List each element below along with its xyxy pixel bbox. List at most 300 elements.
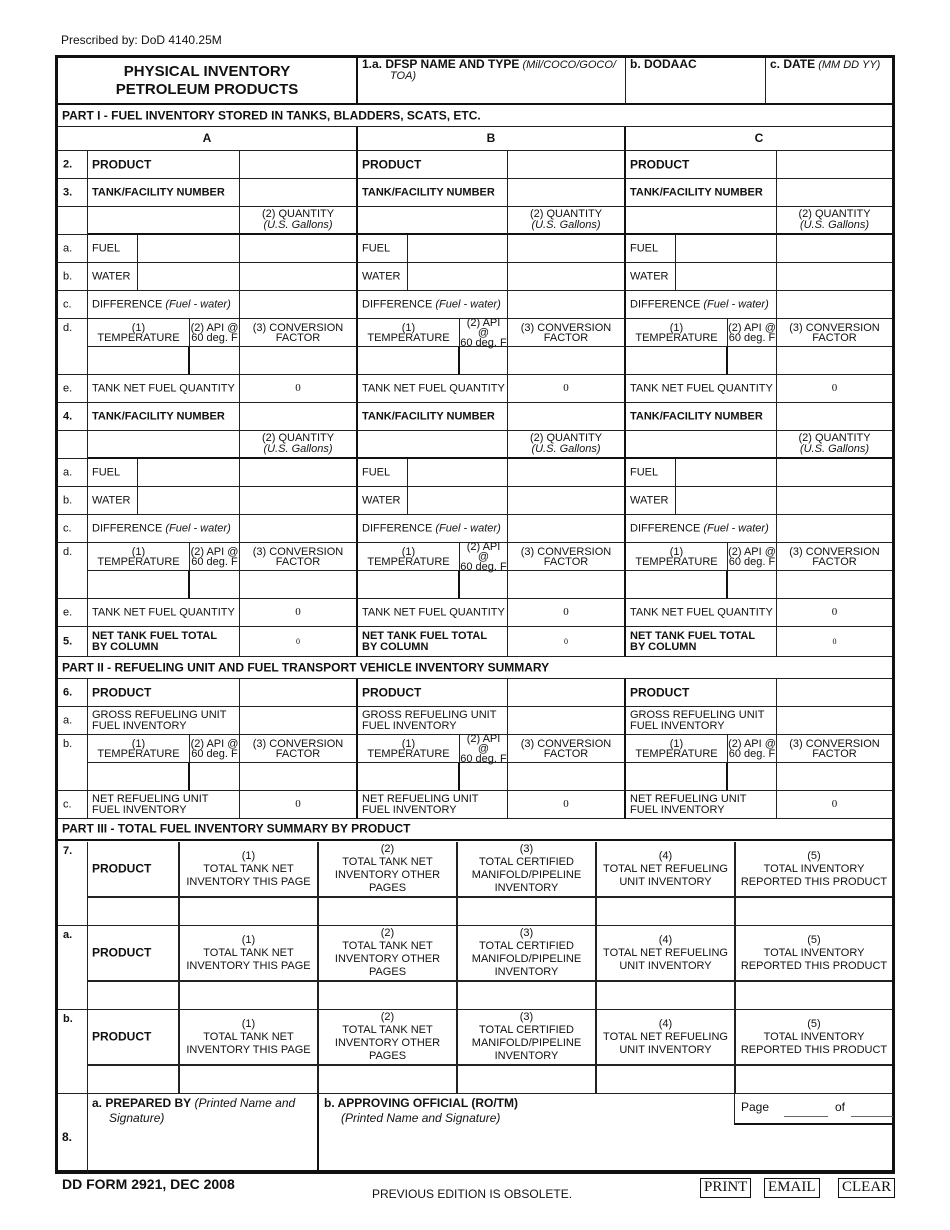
gross-refueling-label <box>88 707 240 735</box>
row-number-label: 6. <box>63 686 73 698</box>
quantity-header <box>777 431 892 459</box>
fuel-gauge-input[interactable] <box>408 235 508 263</box>
tank-facility-number-input[interactable] <box>240 403 358 431</box>
tank-facility-number-input[interactable] <box>777 179 892 207</box>
difference-label <box>88 291 240 319</box>
temperature-num: (1) <box>401 737 416 750</box>
difference-value[interactable] <box>508 291 626 319</box>
water-gauge-input[interactable] <box>408 263 508 291</box>
email-button[interactable]: EMAIL <box>764 1178 820 1198</box>
tank-net-fuel-quantity-label <box>626 375 777 403</box>
difference-label <box>88 515 240 543</box>
h5-num: (5) <box>807 849 821 862</box>
api-header <box>190 543 240 571</box>
tank-facility-number-label: TANK/FACILITY NUMBER <box>630 410 763 422</box>
gross-line2: FUEL INVENTORY <box>92 719 187 732</box>
h5-line1: TOTAL INVENTORY <box>763 1030 865 1043</box>
api-temp-label: 60 deg. F <box>191 555 238 568</box>
total-certified-manifold-input[interactable] <box>458 898 597 926</box>
water-quantity-input[interactable] <box>777 263 892 291</box>
tank-facility-number-input[interactable] <box>508 179 626 207</box>
h2-line1: TOTAL TANK NET <box>342 856 433 868</box>
factor-label: FACTOR <box>543 331 589 344</box>
gross-line1: GROSS REFUELING UNIT <box>630 708 765 721</box>
difference-label <box>626 515 777 543</box>
refueling-product-input[interactable] <box>240 679 358 707</box>
tank-facility-number-input[interactable] <box>777 403 892 431</box>
fuel-quantity-input[interactable] <box>240 235 358 263</box>
h4-line2: UNIT INVENTORY <box>619 875 712 888</box>
product-label <box>358 151 508 179</box>
row-number-label: 5. <box>63 635 73 647</box>
conversion-label: (3) CONVERSION <box>520 737 612 750</box>
total-tank-net-this-page-input[interactable] <box>180 898 319 926</box>
fuel-gauge-input[interactable] <box>138 459 240 487</box>
temperature-num: (1) <box>401 321 416 334</box>
h2-num: (2) <box>380 843 395 855</box>
total-pages-input[interactable] <box>851 1116 893 1117</box>
conversion-factor-input[interactable] <box>508 347 626 375</box>
total-inventory-reported-header <box>736 926 892 982</box>
difference-label <box>358 291 508 319</box>
h2-line3: PAGES <box>368 1050 407 1062</box>
water-label-text: WATER <box>362 270 401 282</box>
api-temp-label: 60 deg. F <box>191 331 238 344</box>
total-tank-net-other-pages-input[interactable] <box>319 982 458 1010</box>
fuel-label-text: FUEL <box>630 242 659 254</box>
conversion-factor-input[interactable] <box>777 571 892 599</box>
net-refueling-value <box>777 791 892 819</box>
net-tank-total-value <box>508 627 626 657</box>
gross-refueling-label <box>626 707 777 735</box>
tank-facility-label <box>88 179 240 207</box>
api-temp-label: 60 deg. F <box>460 752 507 765</box>
refueling-product-label <box>626 679 777 707</box>
tank-net-fuel-label: TANK NET FUEL QUANTITY <box>92 606 235 618</box>
total-certified-manifold-input[interactable] <box>458 982 597 1010</box>
conversion-factor-input[interactable] <box>508 571 626 599</box>
tank-net-fuel-quantity-value <box>777 375 892 403</box>
h4-num: (4) <box>658 933 673 946</box>
total-inventory-reported-input[interactable] <box>736 898 892 926</box>
total-tank-net-other-pages-input[interactable] <box>319 898 458 926</box>
fuel-quantity-input[interactable] <box>508 235 626 263</box>
gross-refueling-input[interactable] <box>777 707 892 735</box>
net-refueling-label <box>88 791 240 819</box>
gross-refueling-input[interactable] <box>508 707 626 735</box>
tank-facility-number-input[interactable] <box>240 179 358 207</box>
h1-line1: TOTAL TANK NET <box>203 1030 294 1043</box>
fuel-label-text: FUEL <box>630 466 659 478</box>
net-total-line2: BY COLUMN <box>630 640 697 653</box>
row-number <box>58 235 88 263</box>
water-gauge-input[interactable] <box>138 487 240 515</box>
tank-net-fuel-quantity-value <box>508 375 626 403</box>
water-quantity-input[interactable] <box>240 263 358 291</box>
water-gauge-input[interactable] <box>408 487 508 515</box>
prepared-by-hint: (Printed Name and <box>194 1096 296 1110</box>
part3-title <box>58 819 892 841</box>
blank-header <box>358 431 508 459</box>
difference-hint: (Fuel - water) <box>435 522 501 534</box>
print-button[interactable]: PRINT <box>700 1178 751 1198</box>
api-label: (2) API @ <box>466 540 501 563</box>
difference-label <box>626 291 777 319</box>
quantity-label: (2) QUANTITY <box>529 208 603 220</box>
h2-num: (2) <box>380 927 395 939</box>
temperature-input[interactable] <box>626 571 728 599</box>
api-label: (2) API @ <box>190 321 239 334</box>
product-input[interactable] <box>777 151 892 179</box>
row-number-label: c. <box>63 798 72 810</box>
fuel-quantity-input[interactable] <box>240 459 358 487</box>
water-label-text: WATER <box>630 270 669 282</box>
api-temp-label: 60 deg. F <box>728 331 776 344</box>
water-quantity-input[interactable] <box>240 487 358 515</box>
difference-text: DIFFERENCE <box>630 298 701 310</box>
tank-facility-number-label: TANK/FACILITY NUMBER <box>362 410 495 422</box>
water-label <box>626 263 676 291</box>
quantity-label: (2) QUANTITY <box>261 208 335 220</box>
api-input[interactable] <box>190 763 240 791</box>
conversion-label: (3) CONVERSION <box>789 321 880 334</box>
row-number-label: c. <box>63 298 72 310</box>
api-input[interactable] <box>190 347 240 375</box>
tank-net-fuel-quantity-label <box>88 599 240 627</box>
temperature-num: (1) <box>131 545 146 558</box>
fuel-gauge-input[interactable] <box>676 235 777 263</box>
difference-hint: (Fuel - water) <box>435 298 501 310</box>
h4-line1: TOTAL NET REFUELING <box>603 1030 728 1043</box>
conversion-factor-header <box>777 735 892 763</box>
h3-line2: MANIFOLD/PIPELINE <box>471 869 582 881</box>
difference-text: DIFFERENCE <box>92 522 163 534</box>
temperature-input[interactable] <box>358 347 460 375</box>
water-label <box>88 487 138 515</box>
api-header <box>728 319 777 347</box>
total-inventory-reported-input[interactable] <box>736 982 892 1010</box>
net-quantity-value: 0 <box>563 606 569 618</box>
refueling-product-input[interactable] <box>508 679 626 707</box>
total-tank-net-other-pages-input[interactable] <box>319 1066 458 1094</box>
product-label <box>88 151 240 179</box>
product-header <box>88 1010 180 1066</box>
water-label <box>626 487 676 515</box>
total-tank-net-other-pages-header <box>319 1010 458 1066</box>
date-field[interactable]: c. DATE (MM DD YY) <box>766 58 892 105</box>
row-number-label: b. <box>63 738 73 750</box>
difference-text: DIFFERENCE <box>630 522 701 534</box>
tank-facility-number-label: TANK/FACILITY NUMBER <box>92 186 225 198</box>
temperature-label: TEMPERATURE <box>635 747 718 760</box>
product-input[interactable] <box>240 151 358 179</box>
net-total-line1: NET TANK FUEL TOTAL <box>92 629 218 642</box>
tank-net-fuel-quantity-label <box>88 375 240 403</box>
h4-line2: UNIT INVENTORY <box>619 959 712 972</box>
temperature-input[interactable] <box>88 763 190 791</box>
gallons-label: (U.S. Gallons) <box>799 219 870 231</box>
h2-line3: PAGES <box>368 966 407 978</box>
gross-line1: GROSS REFUELING UNIT <box>92 708 227 721</box>
api-input[interactable] <box>728 763 777 791</box>
row-number <box>58 543 88 599</box>
temperature-label: TEMPERATURE <box>97 555 180 568</box>
h1-num: (1) <box>241 849 256 862</box>
net-quantity-value: 0 <box>295 606 301 618</box>
h5-num: (5) <box>807 933 821 946</box>
quantity-header <box>508 431 626 459</box>
water-gauge-input[interactable] <box>676 487 777 515</box>
water-label-text: WATER <box>630 494 669 506</box>
h4-num: (4) <box>658 849 673 862</box>
temperature-input[interactable] <box>88 347 190 375</box>
temperature-input[interactable] <box>626 763 728 791</box>
summary-product-label: PRODUCT <box>92 861 152 876</box>
tank-facility-label <box>626 403 777 431</box>
net-refueling-line1: NET REFUELING UNIT <box>362 792 479 805</box>
factor-label: FACTOR <box>812 747 857 760</box>
h5-line2: REPORTED THIS PRODUCT <box>740 1043 888 1056</box>
conversion-label: (3) CONVERSION <box>252 321 344 334</box>
difference-value[interactable] <box>777 515 892 543</box>
fuel-quantity-input[interactable] <box>508 459 626 487</box>
quantity-header <box>777 207 892 235</box>
water-label <box>88 263 138 291</box>
row-number-label: a. <box>63 242 73 254</box>
approving-label: b. APPROVING OFFICIAL (RO/TM) <box>324 1096 518 1110</box>
net-refueling-number: 0 <box>831 798 838 810</box>
fuel-label <box>358 235 408 263</box>
quantity-header <box>508 207 626 235</box>
net-total-line1: NET TANK FUEL TOTAL <box>630 629 756 642</box>
row-number <box>58 459 88 487</box>
h4-line1: TOTAL NET REFUELING <box>603 862 728 875</box>
h4-num: (4) <box>658 1017 673 1030</box>
factor-label: FACTOR <box>275 331 321 344</box>
total-certified-manifold-input[interactable] <box>458 1066 597 1094</box>
dodaac-field[interactable]: b. DODAAC <box>626 58 766 105</box>
api-label: (2) API @ <box>728 737 776 750</box>
temperature-input[interactable] <box>358 571 460 599</box>
h3-line2: MANIFOLD/PIPELINE <box>471 1037 582 1049</box>
difference-hint: (Fuel - water) <box>165 298 231 310</box>
dfsp-name-field[interactable]: 1.a. DFSP NAME AND TYPE (Mil/COCO/GOCO/ TOA) <box>358 58 626 105</box>
water-quantity-input[interactable] <box>777 487 892 515</box>
form-title <box>58 58 358 105</box>
water-quantity-input[interactable] <box>508 263 626 291</box>
tank-net-fuel-label: TANK NET FUEL QUANTITY <box>362 606 505 618</box>
row-number <box>58 375 88 403</box>
column-a-header: A <box>58 127 358 151</box>
api-temp-label: 60 deg. F <box>460 560 507 573</box>
tank-net-fuel-quantity-label <box>626 599 777 627</box>
tank-net-fuel-label: TANK NET FUEL QUANTITY <box>362 382 505 394</box>
h2-line2: INVENTORY OTHER <box>334 1037 441 1049</box>
temperature-label: TEMPERATURE <box>367 747 450 760</box>
water-label <box>358 487 408 515</box>
fuel-label <box>626 235 676 263</box>
row-number <box>58 707 88 735</box>
difference-value[interactable] <box>240 291 358 319</box>
row-number <box>58 599 88 627</box>
conversion-factor-header <box>240 319 358 347</box>
row-number-label: 3. <box>63 186 73 198</box>
net-quantity-value: 0 <box>831 606 838 618</box>
difference-label <box>358 515 508 543</box>
temperature-num: (1) <box>669 321 684 334</box>
total-inventory-reported-input[interactable] <box>736 1066 892 1094</box>
total-certified-manifold-header <box>458 842 597 898</box>
temperature-header <box>626 543 728 571</box>
title-line-1: PHYSICAL INVENTORY <box>123 63 291 80</box>
part2-title <box>58 657 892 679</box>
temperature-label: TEMPERATURE <box>367 331 450 344</box>
product-input[interactable] <box>88 898 180 926</box>
total-net-refueling-header <box>597 842 736 898</box>
row-number-label: c. <box>63 522 72 534</box>
conversion-factor-input[interactable] <box>240 571 358 599</box>
h1-line1: TOTAL TANK NET <box>203 946 294 959</box>
h3-num: (3) <box>519 1011 534 1023</box>
product-header <box>88 926 180 982</box>
product-input[interactable] <box>508 151 626 179</box>
total-inventory-reported-header <box>736 1010 892 1066</box>
fuel-quantity-input[interactable] <box>777 235 892 263</box>
row-number <box>58 627 88 657</box>
conversion-factor-input[interactable] <box>777 347 892 375</box>
row-number <box>58 791 88 819</box>
net-total-line2: BY COLUMN <box>362 640 429 653</box>
product-label-text: PRODUCT <box>92 157 152 171</box>
conversion-label: (3) CONVERSION <box>789 545 880 558</box>
conversion-factor-input[interactable] <box>508 763 626 791</box>
clear-button[interactable]: CLEAR <box>838 1178 895 1198</box>
difference-value[interactable] <box>240 515 358 543</box>
api-header <box>728 543 777 571</box>
conversion-factor-input[interactable] <box>240 347 358 375</box>
product-input[interactable] <box>88 982 180 1010</box>
fuel-label-text: FUEL <box>92 242 121 254</box>
product-header <box>88 842 180 898</box>
row-number <box>58 403 88 431</box>
prescribed-by: Prescribed by: DoD 4140.25M <box>61 33 222 47</box>
temperature-num: (1) <box>669 737 684 750</box>
fuel-quantity-input[interactable] <box>777 459 892 487</box>
water-quantity-input[interactable] <box>508 487 626 515</box>
difference-value[interactable] <box>777 291 892 319</box>
api-label: (2) API @ <box>190 737 239 750</box>
h4-line2: UNIT INVENTORY <box>619 1043 712 1056</box>
factor-label: FACTOR <box>543 555 589 568</box>
api-input[interactable] <box>460 763 508 791</box>
api-input[interactable] <box>460 571 508 599</box>
fuel-label-text: FUEL <box>362 242 391 254</box>
net-tank-total-label <box>88 627 240 657</box>
total-certified-manifold-header <box>458 926 597 982</box>
gross-line1: GROSS REFUELING UNIT <box>362 708 497 721</box>
total-net-refueling-input[interactable] <box>597 898 736 926</box>
net-tank-total-label <box>358 627 508 657</box>
temperature-input[interactable] <box>358 763 460 791</box>
difference-hint: (Fuel - water) <box>703 298 769 310</box>
row-number-label: a. <box>63 929 73 941</box>
h1-line1: TOTAL TANK NET <box>203 862 294 875</box>
fuel-gauge-input[interactable] <box>408 459 508 487</box>
product-input[interactable] <box>88 1066 180 1094</box>
water-gauge-input[interactable] <box>138 263 240 291</box>
temperature-num: (1) <box>401 545 416 558</box>
api-header <box>460 316 508 349</box>
temperature-header <box>626 735 728 763</box>
conversion-factor-header <box>240 543 358 571</box>
h2-num: (2) <box>380 1011 395 1023</box>
tank-facility-label <box>626 179 777 207</box>
fuel-label <box>88 235 138 263</box>
blank-header <box>358 207 508 235</box>
gross-line2: FUEL INVENTORY <box>630 719 725 732</box>
total-tank-net-this-page-input[interactable] <box>180 982 319 1010</box>
net-refueling-number: 0 <box>563 798 569 810</box>
tank-facility-number-input[interactable] <box>508 403 626 431</box>
row-number-label: b. <box>63 494 73 506</box>
temperature-input[interactable] <box>626 347 728 375</box>
tank-net-fuel-quantity-value <box>777 599 892 627</box>
refueling-product-label <box>88 679 240 707</box>
temperature-header <box>358 543 460 571</box>
total-certified-manifold-header <box>458 1010 597 1066</box>
difference-text: DIFFERENCE <box>362 298 433 310</box>
conversion-factor-input[interactable] <box>777 763 892 791</box>
prepared-by-field[interactable] <box>88 1094 319 1173</box>
part3-title-text: PART III - TOTAL FUEL INVENTORY SUMMARY BY PRODUCT <box>62 821 411 836</box>
api-input[interactable] <box>728 347 777 375</box>
api-label: (2) API @ <box>728 545 776 558</box>
of-label: of <box>835 1100 846 1114</box>
fuel-gauge-input[interactable] <box>676 459 777 487</box>
water-label-text: WATER <box>92 494 131 506</box>
row-number-label: 7. <box>63 845 73 857</box>
api-input[interactable] <box>728 571 777 599</box>
net-refueling-line2: FUEL INVENTORY <box>92 803 187 816</box>
temperature-num: (1) <box>131 737 146 750</box>
temperature-input[interactable] <box>88 571 190 599</box>
product-label-text: PRODUCT <box>362 157 422 171</box>
h3-line2: MANIFOLD/PIPELINE <box>471 953 582 965</box>
api-input[interactable] <box>460 347 508 375</box>
refueling-product-input[interactable] <box>777 679 892 707</box>
conversion-factor-input[interactable] <box>240 763 358 791</box>
water-gauge-input[interactable] <box>676 263 777 291</box>
net-refueling-line2: FUEL INVENTORY <box>630 803 725 816</box>
quantity-label: (2) QUANTITY <box>529 432 603 444</box>
difference-value[interactable] <box>508 515 626 543</box>
h3-num: (3) <box>519 927 534 939</box>
page-number-input[interactable] <box>784 1116 828 1117</box>
total-net-refueling-input[interactable] <box>597 982 736 1010</box>
fuel-gauge-input[interactable] <box>138 235 240 263</box>
gross-refueling-input[interactable] <box>240 707 358 735</box>
api-label: (2) API @ <box>466 316 501 339</box>
approving-hint: (Printed Name and Signature) <box>341 1111 501 1125</box>
total-tank-net-this-page-input[interactable] <box>180 1066 319 1094</box>
total-net-refueling-header <box>597 926 736 982</box>
api-input[interactable] <box>190 571 240 599</box>
blank-header <box>626 431 777 459</box>
total-net-refueling-input[interactable] <box>597 1066 736 1094</box>
h1-line2: INVENTORY THIS PAGE <box>186 1043 311 1056</box>
temperature-header <box>88 319 190 347</box>
tank-net-fuel-label: TANK NET FUEL QUANTITY <box>630 382 773 394</box>
